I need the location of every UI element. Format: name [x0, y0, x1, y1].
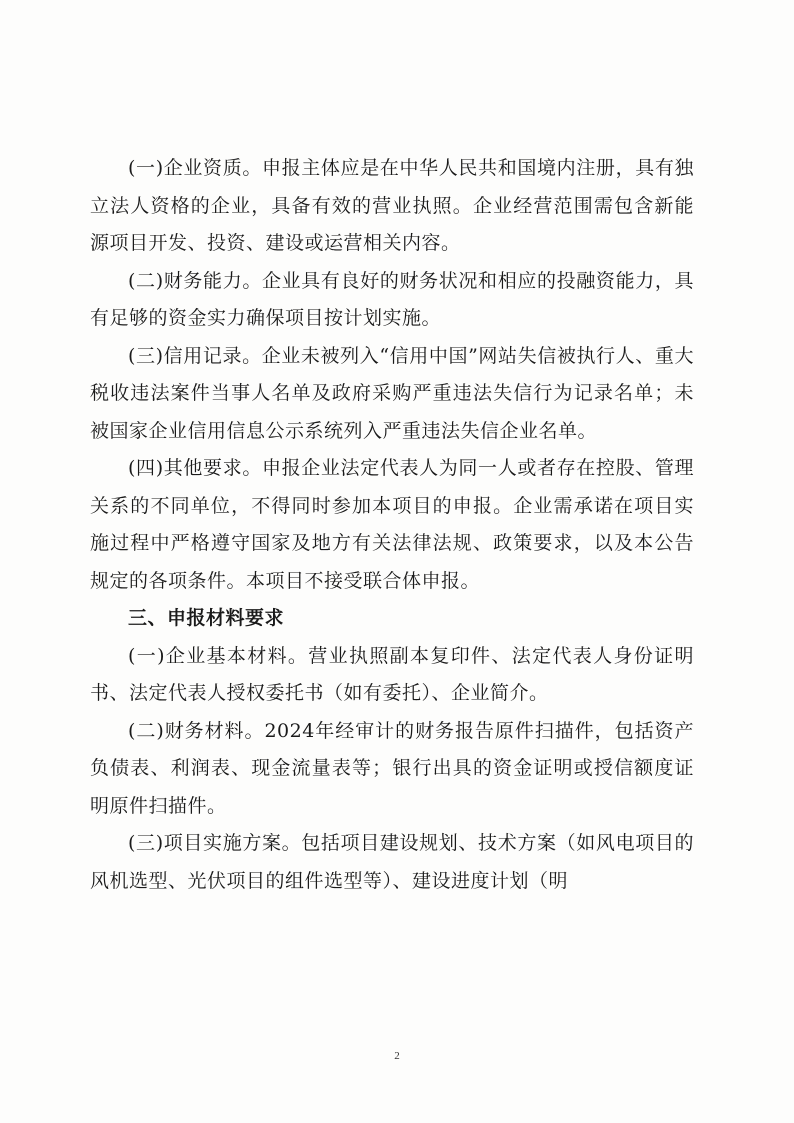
paragraph-financial-capability: (二)财务能力。企业具有良好的财务状况和相应的投融资能力，具有足够的资金实力确保项目按计划实施。: [90, 269, 694, 329]
section-heading: 三、申报材料要求: [128, 607, 285, 629]
page-number: 2: [394, 1050, 400, 1062]
paragraph-implementation-plan: (三)项目实施方案。包括项目建设规划、技术方案（如风电项目的风机选型、光伏项目的组件选型等）、建设进度计划（明: [90, 832, 694, 892]
paragraph-financial-materials: (二)财务材料。2024年经审计的财务报告原件扫描件，包括资产负债表、利润表、现金流量表等；银行出具的资金证明或授信额度证明原件扫描件。: [90, 719, 694, 817]
document-body: [90, 150, 694, 900]
paragraph-enterprise-qualification: (一)企业资质。申报主体应是在中华人民共和国境内注册，具有独立法人资格的企业，具备有效的营业执照。企业经营范围需包含新能源项目开发、投资、建设或运营相关内容。: [90, 157, 694, 254]
paragraph-other-requirements: (四)其他要求。申报企业法定代表人为同一人或者存在控股、管理关系的不同单位，不得同时参加本项目的申报。企业需承诺在项目实施过程中严格遵守国家及地方有关法律法规、政策要求，以及本公告规定的各项条件。本项目不接受联合体申报。: [90, 457, 694, 592]
paragraph-credit-record: (三)信用记录。企业未被列入“信用中国”网站失信被执行人、重大税收违法案件当事人名单及政府采购严重违法失信行为记录名单；未被国家企业信用信息公示系统列入严重违法失信企业名单。: [90, 344, 694, 442]
paragraph-basic-materials: (一)企业基本材料。营业执照副本复印件、法定代表人身份证明书、法定代表人授权委托书（如有委托）、企业简介。: [90, 644, 694, 704]
